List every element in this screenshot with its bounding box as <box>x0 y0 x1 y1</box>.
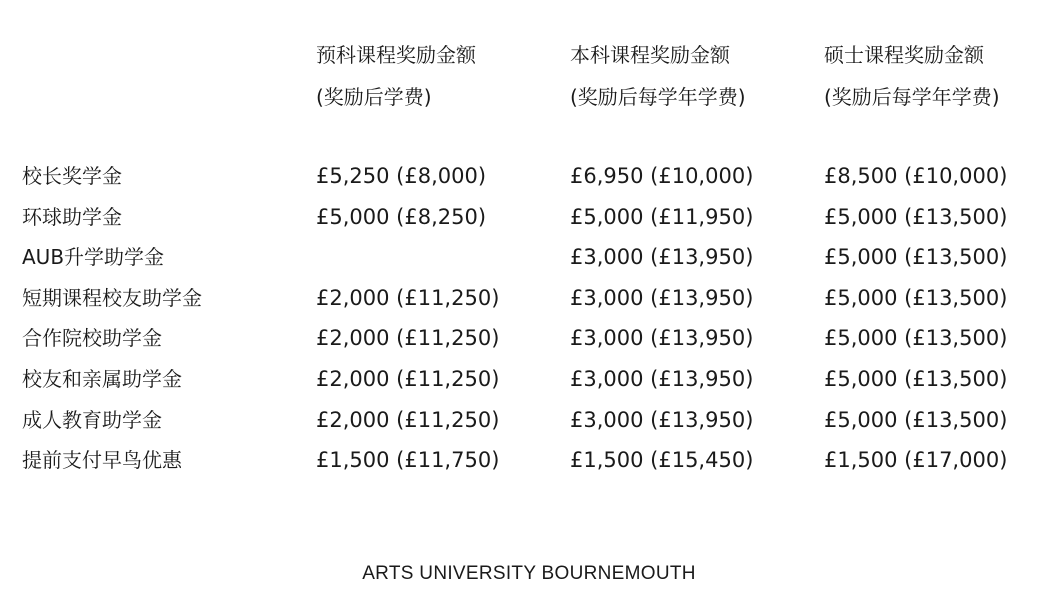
foundation-amount: £5,000 (£8,250) <box>316 204 487 229</box>
undergraduate-amount: £3,000 (£13,950) <box>570 407 754 432</box>
undergraduate-amount: £5,000 (£11,950) <box>570 204 754 229</box>
header-undergraduate <box>570 34 746 118</box>
table-row <box>0 197 1058 238</box>
undergraduate-amount: £3,000 (£13,950) <box>570 326 754 351</box>
scholarship-name: 成人教育助学金 <box>22 407 162 432</box>
undergraduate-amount: £3,000 (£13,950) <box>570 366 754 391</box>
scholarship-name: 提前支付早鸟优惠 <box>22 448 182 473</box>
foundation-amount: £2,000 (£11,250) <box>316 285 500 310</box>
masters-amount: £5,000 (£13,500) <box>824 204 1008 229</box>
scholarship-name: AUB升学助学金 <box>22 245 165 270</box>
header-masters-subtitle: (奖励后每学年学费) <box>824 85 1000 109</box>
foundation-amount: £2,000 (£11,250) <box>316 407 500 432</box>
foundation-amount: £2,000 (£11,250) <box>316 326 500 351</box>
header-undergraduate-subtitle: (奖励后每学年学费) <box>570 85 746 109</box>
scholarship-name: 环球助学金 <box>22 204 122 229</box>
masters-amount: £5,000 (£13,500) <box>824 366 1008 391</box>
masters-amount: £5,000 (£13,500) <box>824 285 1008 310</box>
table-row <box>0 400 1058 441</box>
undergraduate-amount: £6,950 (£10,000) <box>570 164 754 188</box>
scholarship-table <box>0 156 1058 481</box>
scholarship-name: 短期课程校友助学金 <box>22 285 202 310</box>
university-name-footer: ARTS UNIVERSITY BOURNEMOUTH <box>362 563 696 584</box>
header-masters <box>824 34 1000 118</box>
masters-amount: £8,500 (£10,000) <box>824 164 1008 188</box>
header-foundation-subtitle: (奖励后学费) <box>316 85 432 109</box>
masters-amount: £5,000 (£13,500) <box>824 326 1008 351</box>
scholarship-name: 合作院校助学金 <box>22 326 162 351</box>
header-undergraduate-title: 本科课程奖励金额 <box>570 43 730 67</box>
table-row <box>0 359 1058 400</box>
scholarship-name: 校长奖学金 <box>22 164 122 188</box>
foundation-amount: £1,500 (£11,750) <box>316 448 500 473</box>
scholarship-name: 校友和亲属助学金 <box>22 366 182 391</box>
foundation-amount: £2,000 (£11,250) <box>316 366 500 391</box>
table-row <box>0 237 1058 278</box>
masters-amount: £5,000 (£13,500) <box>824 245 1008 270</box>
header-foundation <box>316 34 476 118</box>
masters-amount: £5,000 (£13,500) <box>824 407 1008 432</box>
table-row <box>0 278 1058 319</box>
header-masters-title: 硕士课程奖励金额 <box>824 43 984 67</box>
header-foundation-title: 预科课程奖励金额 <box>316 43 476 67</box>
undergraduate-amount: £1,500 (£15,450) <box>570 448 754 473</box>
undergraduate-amount: £3,000 (£13,950) <box>570 245 754 270</box>
masters-amount: £1,500 (£17,000) <box>824 448 1008 473</box>
undergraduate-amount: £3,000 (£13,950) <box>570 285 754 310</box>
table-row <box>0 440 1058 481</box>
foundation-amount: £5,250 (£8,000) <box>316 164 487 188</box>
table-row <box>0 156 1058 197</box>
table-row <box>0 318 1058 359</box>
